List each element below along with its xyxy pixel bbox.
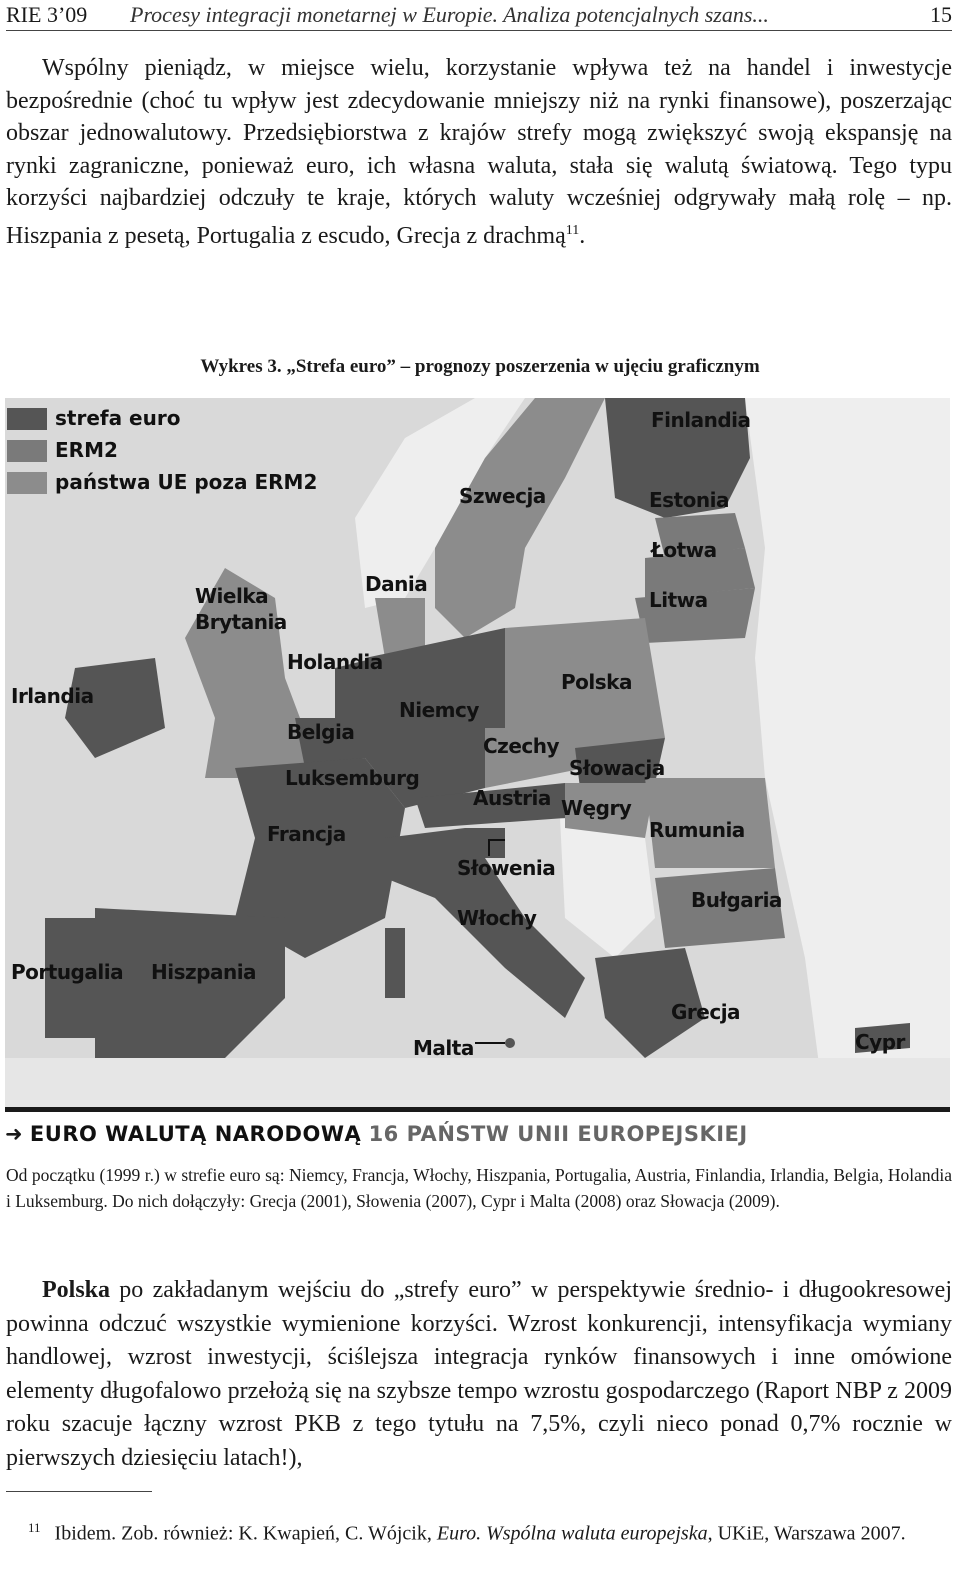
footnote-title: Euro. Wspólna waluta europejska <box>436 1522 708 1545</box>
map-banner <box>5 1114 950 1154</box>
label-cypr: Cypr <box>855 1030 905 1054</box>
label-czechy: Czechy <box>483 734 560 758</box>
label-portugalia: Portugalia <box>11 960 124 984</box>
label-lotwa: Łotwa <box>651 538 717 562</box>
banner-rest: 16 PAŃSTW UNII EUROPEJSKIEJ <box>368 1122 748 1146</box>
footnote-text-after: , UKiE, Warszawa 2007. <box>707 1522 906 1545</box>
paragraph-2-text: po zakładanym wejściu do „strefy euro” w perspektywie średnio- i długookresowej powinna odczuć wszystkie wymienione korzyści. Wzrost konkurencji, intensyfikacja wymiany handlowej, wzrost inwestycji, ściślejsza integracja rynków finansowych i inne omówione elementy długofalowo przełożą się na szybsze tempo wzrostu gospodarczego (Raport NBP z 2009 roku szacuje łączny wzrost PKB z tego tytułu na 7,5%, czyli nieco ponad 0,7% rocznie w pierwszych dziesięciu latach!), <box>6 1277 952 1471</box>
label-francja: Francja <box>267 822 346 846</box>
arrow-right-icon: ➜ <box>5 1122 23 1146</box>
paragraph-1-end: . <box>579 222 586 249</box>
paragraph-2-lead: Polska <box>42 1277 111 1303</box>
paragraph-1 <box>6 52 952 252</box>
paragraph-1-text: Wspólny pieniądz, w miejsce wielu, korzystanie wpływa też na handel i inwestycje bezpośrednie (choć tu wpływ jest zdecydowanie mniejszy niż na rynki finansowe), poszerzając obszar jednowalutowy. Przedsiębiorstwa z krajów strefy mogą zwiększyć swoją ekspansję na rynki zagraniczne, ponieważ euro, ich własna waluta, stała się walutą światową. Tego typu korzyści najbardziej odczuły te kraje, których waluty wcześniej odgrywały małą rolę – np. Hiszpania z pesetą, Portugalia z escudo, Grecja z drachmą <box>6 55 952 249</box>
paragraph-2 <box>6 1274 952 1475</box>
region-non-eu-africa <box>5 1058 950 1110</box>
label-holandia: Holandia <box>287 650 383 674</box>
label-szwecja: Szwecja <box>459 484 546 508</box>
legend-label: strefa euro <box>55 406 181 430</box>
label-wlochy: Włochy <box>457 906 537 930</box>
label-luksemburg: Luksemburg <box>285 766 420 790</box>
country-sardinia <box>385 928 405 998</box>
journal-name: RIE 3’09 <box>6 2 88 27</box>
label-belgia: Belgia <box>287 720 355 744</box>
label-slowacja: Słowacja <box>569 756 665 780</box>
running-title: Procesy integracji monetarnej w Europie. Analiza potencjalnych szans... <box>130 2 769 27</box>
page-number: 15 <box>930 2 952 27</box>
legend-swatch <box>7 408 47 430</box>
label-wielka: Wielka <box>195 584 269 608</box>
label-bulgaria: Bułgaria <box>691 888 782 912</box>
label-niemcy: Niemcy <box>399 698 479 722</box>
label-estonia: Estonia <box>649 488 729 512</box>
footnote-ref[interactable]: 11 <box>565 222 580 238</box>
legend-label: ERM2 <box>55 438 118 462</box>
banner-rule <box>5 1107 950 1112</box>
label-brytania: Brytania <box>195 610 287 634</box>
region-non-eu-balkans <box>560 818 655 958</box>
label-finlandia: Finlandia <box>651 408 751 432</box>
legend-swatch <box>7 440 47 462</box>
country-malta <box>505 1038 515 1048</box>
footnote-rule <box>6 1491 152 1492</box>
label-slowenia: Słowenia <box>457 856 556 880</box>
region-non-eu-east <box>745 398 950 1110</box>
label-grecja: Grecja <box>671 1000 741 1024</box>
label-litwa: Litwa <box>649 588 708 612</box>
label-hiszpania: Hiszpania <box>151 960 257 984</box>
eurozone-map <box>5 398 950 1110</box>
label-wegry: Węgry <box>561 796 632 820</box>
label-polska: Polska <box>561 670 632 694</box>
label-dania: Dania <box>365 572 428 596</box>
footnote <box>6 1514 952 1548</box>
label-austria: Austria <box>473 786 551 810</box>
figure-source-note: Od początku (1999 r.) w strefie euro są: Niemcy, Francja, Włochy, Hiszpania, Portugalia, Austria, Finlandia, Irlandia, Belgia, Holandia i Luksemburg. Do nich dołączyły: Grecja (2001), Słowenia (2007), Cypr i Malta (2008) oraz Słowacja (2009). <box>6 1165 952 1211</box>
footnote-text-before: Ibidem. Zob. również: K. Kwapień, C. Wójcik, <box>54 1522 437 1545</box>
country-ireland <box>65 658 165 758</box>
legend-label: państwa UE poza ERM2 <box>55 470 318 494</box>
label-irlandia: Irlandia <box>11 684 94 708</box>
figure-caption: Wykres 3. „Strefa euro” – prognozy poszerzenia w ujęciu graficznym <box>200 356 760 377</box>
legend-swatch <box>7 472 47 494</box>
banner-bold: EURO WALUTĄ NARODOWĄ <box>29 1122 362 1146</box>
page-header <box>6 0 952 31</box>
label-rumunia: Rumunia <box>649 818 745 842</box>
label-malta: Malta <box>413 1036 474 1060</box>
footnote-number: 11 <box>28 1520 41 1535</box>
